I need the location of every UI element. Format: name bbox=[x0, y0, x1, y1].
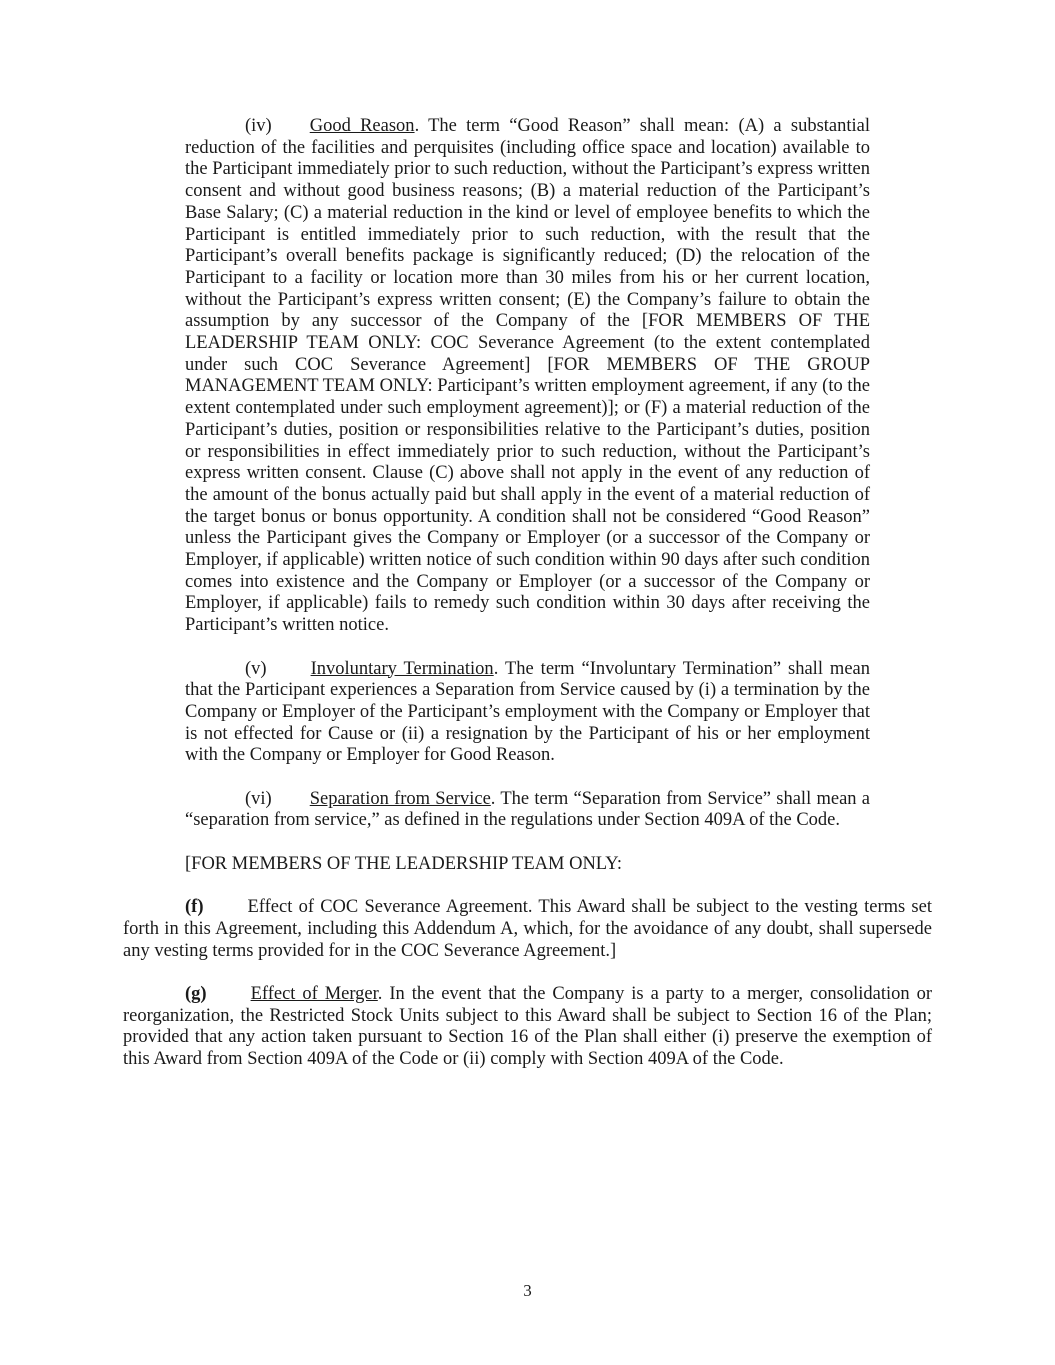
document-body bbox=[123, 116, 932, 1093]
paragraph-g-label: (g) bbox=[185, 984, 207, 1005]
paragraph-v-text: . The term “Involuntary Termination” shall mean that the Participant experiences a Separation from Service caused by (i) a termination by the Company or Employer of the Participant’s employment with the Company or Employer that is not effected for Cause or (ii) a resignation by the Participant of his or her employment with the Company or Employer for Good Reason. bbox=[185, 658, 870, 766]
page-number: 3 bbox=[523, 1281, 532, 1300]
paragraph-f-text: Effect of COC Severance Agreement. This Award shall be subject to the vesting terms set forth in this Agreement, including this Addendum A, which, for the avoidance of any doubt, shall supersede any vesting terms provided for in the COC Severance Agreement.] bbox=[123, 897, 932, 961]
paragraph-f-effect-of-coc-severance bbox=[123, 897, 932, 962]
paragraph-vi-heading: Separation from Service bbox=[309, 788, 491, 809]
paragraph-vi-label: (vi) bbox=[245, 788, 272, 809]
leadership-team-bracket-text: [FOR MEMBERS OF THE LEADERSHIP TEAM ONLY: bbox=[185, 853, 623, 874]
paragraph-v-heading: Involuntary Termination bbox=[310, 658, 494, 679]
paragraph-iv-heading: Good Reason bbox=[309, 116, 415, 136]
paragraph-v-involuntary-termination bbox=[185, 659, 870, 768]
paragraph-g-text: . In the event that the Company is a party to a merger, consolidation or reorganization, the Restricted Stock Units subject to this Award shall be subject to Section 16 of the Plan; provided that any action taken pursuant to Section 16 of the Plan shall either (i) preserve the exemption of this Award from Section 409A of the Code or (ii) comply with Section 409A of the Code. bbox=[123, 984, 932, 1070]
paragraph-vi-separation-from-service bbox=[185, 789, 870, 832]
leadership-team-bracket-line bbox=[185, 854, 932, 876]
paragraph-iv-good-reason bbox=[185, 116, 870, 637]
paragraph-iv-label: (iv) bbox=[245, 116, 272, 136]
paragraph-f-label: (f) bbox=[185, 897, 204, 918]
paragraph-vi-text: . The term “Separation from Service” shall mean a “separation from service,” as defined in the regulations under Section 409A of the Code. bbox=[185, 788, 871, 831]
paragraph-g-effect-of-merger bbox=[123, 984, 932, 1071]
page-footer bbox=[0, 1281, 1055, 1301]
paragraph-v-label: (v) bbox=[245, 658, 267, 679]
paragraph-g-heading: Effect of Merger bbox=[250, 984, 378, 1005]
paragraph-iv-text: . The term “Good Reason” shall mean: (A) a substantial reduction of the facilities and perquisites (including office space and location) available to the Participant immediately prior to such reduction, without the Participant’s express written consent and without good business reasons; (B) a material reduction of the Participant’s Base Salary; (C) a material reduction in the kind or level of employee benefits to which the Participant is entitled immediately prior to such reduction, with the result that the Participant’s overall benefits package is significantly reduced; (D) the relocation of the Participant to a facility or location more than 30 miles from his or her current location, without the Participant’s express written consent; (E) the Company’s failure to obtain the assumption by any successor of the Company of the [FOR MEMBERS OF THE LEADERSHIP TEAM ONLY: COC Severance Agreement (to the extent contemplated under such COC Severance Agreement] [FOR MEMBERS OF THE GROUP MANAGEMENT TEAM ONLY: Participant’s written employment agreement, if any (to the extent contemplated under such employment agreement)]; or (F) a material reduction of the Participant’s duties, position or responsibilities relative to the Participant’s duties, position or responsibilities in effect immediately prior to such reduction, without the Participant’s express written consent. Clause (C) above shall not apply in the event of any reduction of the amount of the bonus actually paid but shall apply in the event of a material reduction of the target bonus or bonus opportunity. A condition shall not be considered “Good Reason” unless the Participant gives the Company or Employer (or a successor of the Company or Employer, if applicable) written notice of such condition within 90 days after such condition comes into existence and the Company or Employer (or a successor of the Company or Employer, if applicable) fails to remedy such condition within 30 days after receiving the Participant’s written notice. bbox=[185, 116, 870, 636]
